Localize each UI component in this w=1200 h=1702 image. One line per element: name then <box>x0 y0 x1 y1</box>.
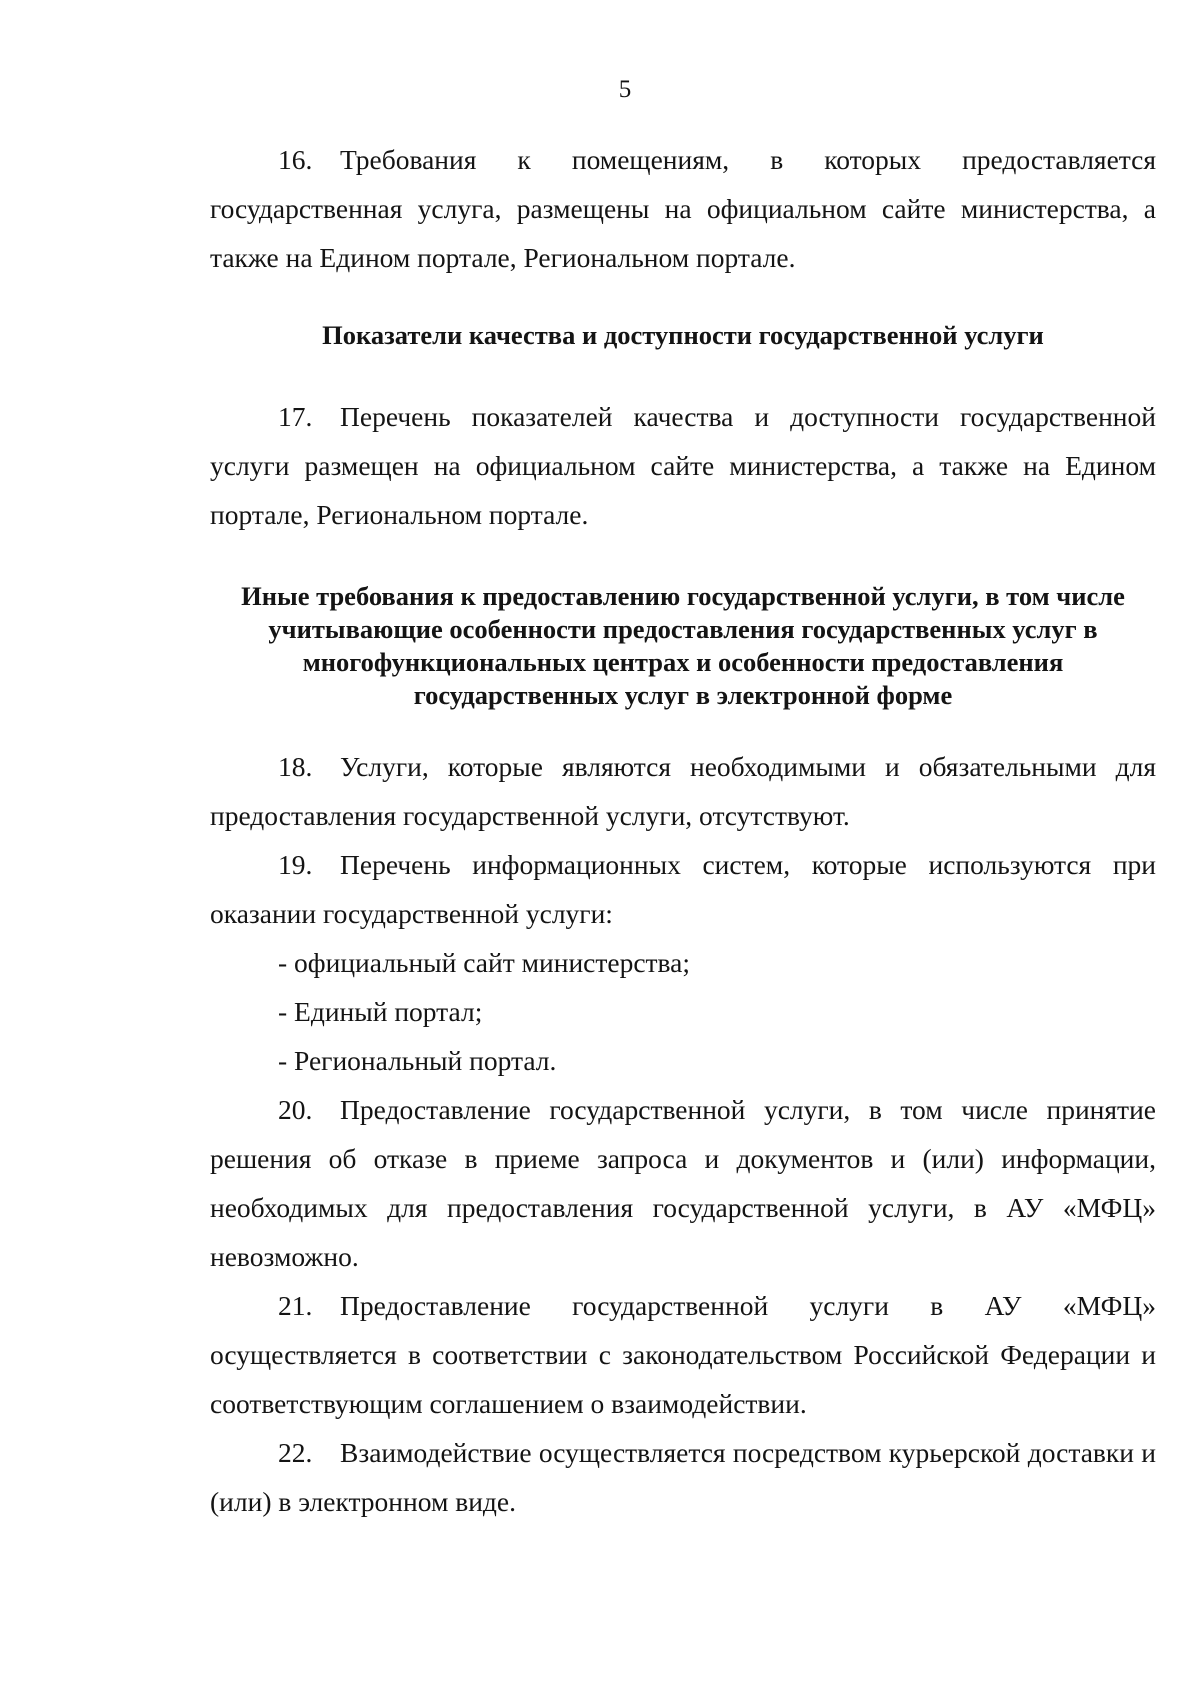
document-body <box>210 135 1156 1526</box>
paragraph-22 <box>210 1428 1156 1526</box>
paragraph-16 <box>210 135 1156 282</box>
paragraph-number: 17. <box>278 401 313 432</box>
paragraph-text: Перечень информационных систем, которые используются при оказании государственной услуги: <box>210 849 1156 929</box>
section-heading-quality: Показатели качества и доступности государственной услуги <box>322 320 1044 350</box>
paragraph-number: 19. <box>278 849 313 880</box>
information-systems-list <box>210 938 1156 1085</box>
paragraph-text: Взаимодействие осуществляется посредством курьерской доставки и (или) в электронном виде. <box>210 1437 1156 1517</box>
paragraph-21 <box>210 1281 1156 1428</box>
list-item: - Региональный портал. <box>278 1045 557 1076</box>
paragraph-number: 16. <box>278 144 313 175</box>
paragraph-number: 18. <box>278 751 313 782</box>
paragraph-number: 20. <box>278 1094 313 1125</box>
paragraph-text: Перечень показателей качества и доступности государственной услуги размещен на официальном сайте министерства, а также на Едином портале, Региональном портале. <box>210 401 1156 530</box>
paragraph-number: 22. <box>278 1437 313 1468</box>
list-item: - Единый портал; <box>278 996 483 1027</box>
paragraph-17 <box>210 392 1156 539</box>
paragraph-text: Услуги, которые являются необходимыми и обязательными для предоставления государственной услуги, отсутствуют. <box>210 751 1156 831</box>
paragraph-text: Предоставление государственной услуги, в том числе принятие решения об отказе в приеме запроса и документов и (или) информации, необходимых для предоставления государственной услуги, в АУ «МФЦ» невозможно. <box>210 1094 1156 1272</box>
paragraph-text: Требования к помещениям, в которых предоставляется государственная услуга, размещены на официальном сайте министерства, а также на Едином портале, Региональном портале. <box>210 144 1156 273</box>
section-heading-other-requirements: Иные требования к предоставлению государственной услуги, в том числе учитывающие особенности предоставления государственных услуг в многофункциональных центрах и особенности предоставления государственных услуг в электронной форме <box>241 581 1125 710</box>
paragraph-18 <box>210 742 1156 840</box>
paragraph-text: Предоставление государственной услуги в АУ «МФЦ» осуществляется в соответствии с законодательством Российской Федерации и соответствующим соглашением о взаимодействии. <box>210 1290 1156 1419</box>
page-number: 5 <box>618 76 632 103</box>
paragraph-number: 21. <box>278 1290 313 1321</box>
paragraph-20 <box>210 1085 1156 1281</box>
list-item: - официальный сайт министерства; <box>278 947 691 978</box>
paragraph-19 <box>210 840 1156 938</box>
